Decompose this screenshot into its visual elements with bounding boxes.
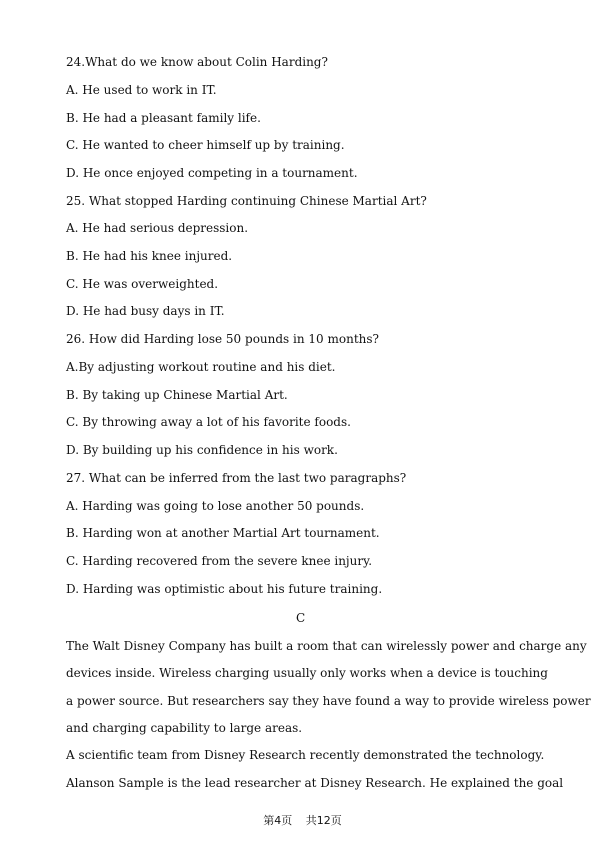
passage-line: and charging capability to large areas. (66, 721, 303, 735)
passage-line: devices inside. Wireless charging usually only works when a device is touching (66, 666, 548, 680)
question-26-option-d: D. By building up his confidence in his work. (66, 443, 338, 457)
question-24-option-a: A. He used to work in IT. (66, 83, 217, 97)
question-26-option-b: B. By taking up Chinese Martial Art. (66, 388, 288, 402)
section-label: C (296, 611, 306, 625)
question-27-option-b: B. Harding won at another Martial Art tournament. (66, 526, 380, 540)
page-number: 第4页 (263, 814, 293, 827)
question-25-option-c: C. He was overweighted. (66, 277, 219, 291)
page-footer (0, 814, 605, 828)
question-27-option-d: D. Harding was optimistic about his future training. (66, 582, 383, 596)
passage-line: Alanson Sample is the lead researcher at Disney Research. He explained the goal (66, 776, 564, 790)
question-25-stem: 25. What stopped Harding continuing Chinese Martial Art? (66, 194, 427, 208)
question-24-option-c: C. He wanted to cheer himself up by training. (66, 138, 345, 152)
question-25-option-a: A. He had serious depression. (66, 221, 249, 235)
question-25-option-b: B. He had his knee injured. (66, 249, 233, 263)
question-25-option-d: D. He had busy days in IT. (66, 304, 225, 318)
question-27-stem: 27. What can be inferred from the last two paragraphs? (66, 471, 407, 485)
page-total: 共12页 (305, 814, 342, 827)
question-26-stem: 26. How did Harding lose 50 pounds in 10 months? (66, 332, 379, 346)
passage-line: a power source. But researchers say they have found a way to provide wireless power (66, 694, 591, 708)
question-24-option-b: B. He had a pleasant family life. (66, 111, 261, 125)
question-26-option-c: C. By throwing away a lot of his favorite foods. (66, 415, 351, 429)
passage-line: A scientific team from Disney Research recently demonstrated the technology. (66, 748, 545, 762)
question-24-stem: 24.What do we know about Colin Harding? (66, 55, 328, 69)
question-27-option-a: A. Harding was going to lose another 50 pounds. (66, 499, 365, 513)
question-24-option-d: D. He once enjoyed competing in a tournament. (66, 166, 358, 180)
question-27-option-c: C. Harding recovered from the severe knee injury. (66, 554, 373, 568)
question-26-option-a: A.By adjusting workout routine and his diet. (66, 360, 336, 374)
passage-line: The Walt Disney Company has built a room that can wirelessly power and charge any (66, 639, 587, 653)
